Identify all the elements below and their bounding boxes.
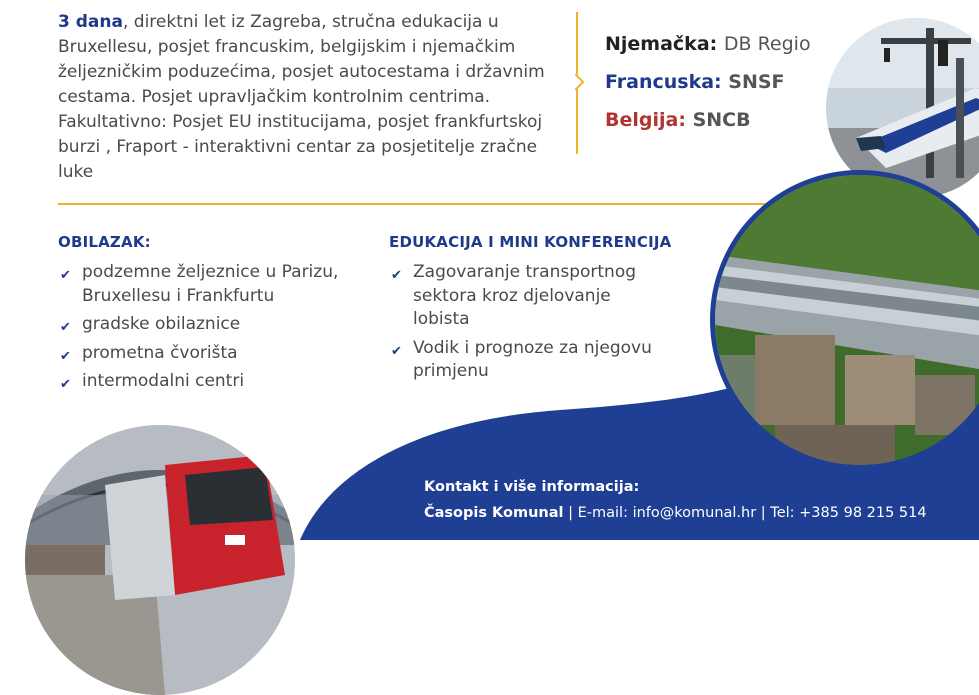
list-item <box>58 370 368 394</box>
edukacija-list <box>389 261 669 389</box>
contact-line <box>424 500 927 526</box>
duration-highlight: 3 dana <box>58 12 123 32</box>
list-item <box>389 261 669 332</box>
train-photo-bottom <box>25 425 295 695</box>
check-icon: ✔ <box>60 268 71 283</box>
list-item <box>58 313 368 337</box>
check-icon: ✔ <box>60 348 71 364</box>
intro-paragraph <box>58 10 558 185</box>
list-item <box>58 261 368 308</box>
contact-sep: | E-mail: <box>563 505 633 521</box>
list-item <box>389 337 669 384</box>
list-item-text: Vodik i prognoze za njegovu primjenu <box>413 337 652 381</box>
contact-phone[interactable]: +385 98 215 514 <box>799 505 927 521</box>
contact-org: Časopis Komunal <box>424 505 564 521</box>
check-icon: ✔ <box>391 343 402 359</box>
operator-country: Njemačka: <box>605 33 718 55</box>
operator-name: SNCB <box>692 109 751 131</box>
operator-name: SNSF <box>728 71 785 93</box>
list-item-text: gradske obilaznice <box>82 314 241 334</box>
check-icon: ✔ <box>391 268 402 283</box>
obilazak-title: OBILAZAK: <box>58 233 151 251</box>
edukacija-title: EDUKACIJA I MINI KONFERENCIJA <box>389 233 672 251</box>
contact-heading: Kontakt i više informacija: <box>424 479 640 495</box>
obilazak-list <box>58 261 368 399</box>
intro-text: , direktni let iz Zagreba, stručna edukacija u Bruxellesu, posjet francuskim, belgijskim i njemačkim željezničkim poduzećima, posjet autocestama i državnim cestama. Posjet upravljačkim kontrolnim centrima. Fakultativno: Posjet EU institucijama, posjet frankfurtskoj burzi , Fraport - interaktivni centar za posjetitelje zračne luke <box>58 12 545 182</box>
contact-email[interactable]: info@komunal.hr <box>632 505 757 521</box>
contact-sep: | Tel: <box>756 505 800 521</box>
check-icon: ✔ <box>60 320 71 335</box>
list-item-text: prometna čvorišta <box>82 342 238 363</box>
operator-country: Francuska: <box>605 71 722 93</box>
operator-name: DB Regio <box>723 33 811 55</box>
operator-belgium <box>605 109 751 131</box>
operator-france <box>605 71 785 93</box>
section-divider <box>58 203 810 205</box>
check-icon: ✔ <box>60 377 71 392</box>
list-item-text: intermodalni centri <box>82 371 245 391</box>
operator-country: Belgija: <box>605 109 686 131</box>
operator-germany <box>605 33 811 55</box>
list-item-text: podzemne željeznice u Parizu, Bruxellesu i Frankfurtu <box>82 262 339 306</box>
list-item <box>58 342 368 366</box>
list-item-text: Zagovaranje transportnog sektora kroz djelovanje lobista <box>413 262 637 329</box>
contact-block <box>424 474 927 526</box>
